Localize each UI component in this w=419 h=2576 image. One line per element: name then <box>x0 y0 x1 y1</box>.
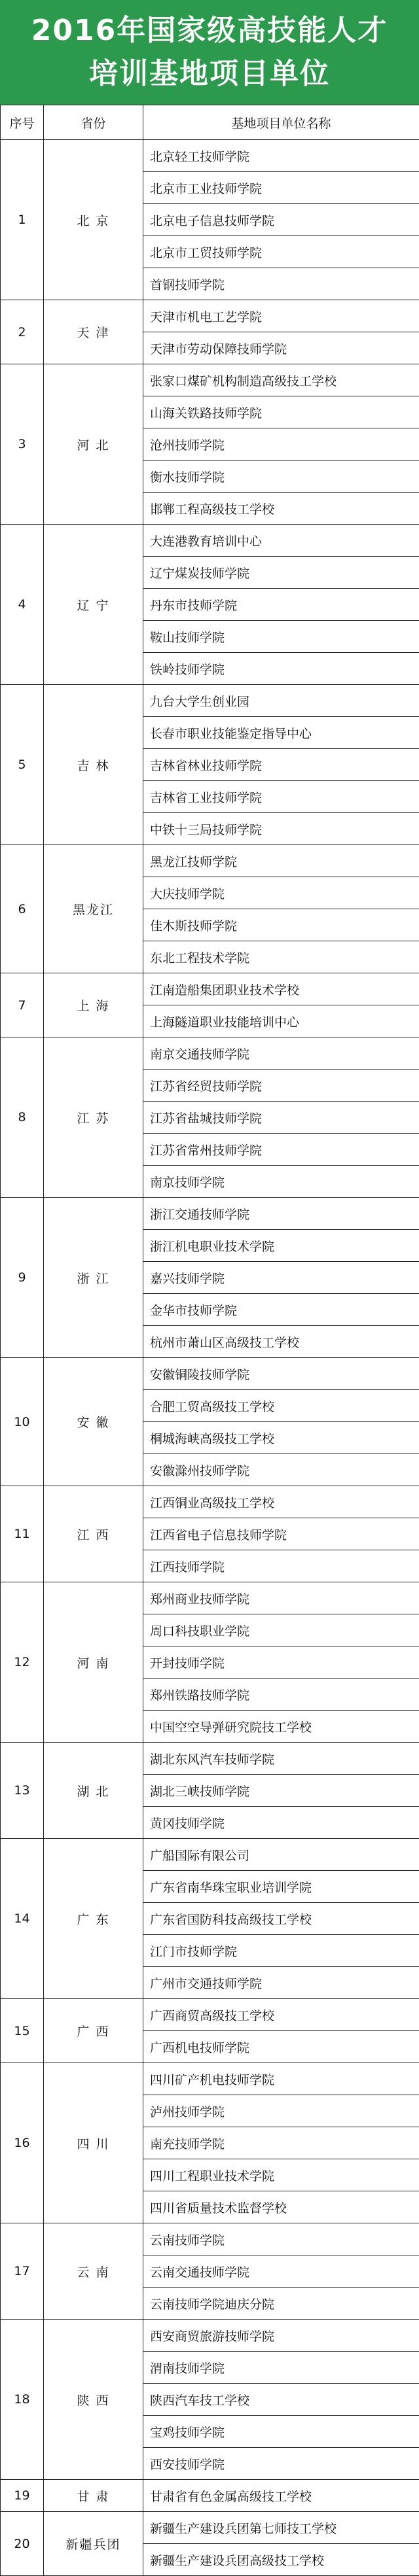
unit-name-cell: 黑龙江技师学院 <box>143 845 419 877</box>
unit-name-cell: 西安技师学院 <box>143 2448 419 2480</box>
unit-name-cell: 郑州商业技师学院 <box>143 1582 419 1614</box>
unit-name-cell: 天津市劳动保障技师学院 <box>143 332 419 364</box>
unit-name-cell: 江西省电子信息技师学院 <box>143 1518 419 1550</box>
page-title-line-1: 2016年国家级高技能人才 <box>31 9 388 52</box>
unit-name-cell: 新疆生产建设兵团高级技工学校 <box>143 2544 419 2576</box>
province-cell: 安 徽 <box>44 1358 143 1486</box>
unit-name-cell: 上海隧道职业技能培训中心 <box>143 1005 419 1037</box>
unit-name-cell: 湖北东风汽车技师学院 <box>143 1743 419 1775</box>
unit-name-cell: 天津市机电工艺学院 <box>143 300 419 332</box>
unit-name-cell: 杭州市萧山区高级技工学校 <box>143 1326 419 1358</box>
unit-name-cell: 陕西汽车技工学校 <box>143 2384 419 2416</box>
province-cell: 上 海 <box>44 973 143 1037</box>
unit-name-cell: 首钢技师学院 <box>143 268 419 300</box>
unit-name-cell: 浙江交通技师学院 <box>143 1198 419 1230</box>
seq-cell: 15 <box>1 1999 44 2063</box>
unit-name-cell: 云南技师学院 <box>143 2223 419 2255</box>
unit-name-cell: 江南造船集团职业技术学校 <box>143 973 419 1005</box>
table-row <box>1 140 419 172</box>
province-cell: 黑龙江 <box>44 845 143 973</box>
unit-name-cell: 广州市交通技师学院 <box>143 1967 419 1999</box>
unit-name-cell: 广船国际有限公司 <box>143 1839 419 1871</box>
unit-name-cell: 广西机电技师学院 <box>143 2031 419 2063</box>
unit-name-cell: 金华市技师学院 <box>143 1294 419 1326</box>
seq-cell: 5 <box>1 685 44 845</box>
unit-name-cell: 四川矿产机电技师学院 <box>143 2063 419 2095</box>
unit-name-cell: 江苏省经贸技师学院 <box>143 1070 419 1102</box>
province-cell: 湖 北 <box>44 1743 143 1839</box>
province-cell: 云 南 <box>44 2223 143 2320</box>
header-seq: 序号 <box>1 105 44 140</box>
unit-name-cell: 黄冈技师学院 <box>143 1807 419 1839</box>
unit-name-cell: 南京交通技师学院 <box>143 1037 419 1070</box>
province-cell: 新疆兵团 <box>44 2512 143 2576</box>
seq-cell: 14 <box>1 1839 44 1999</box>
unit-name-cell: 开封技师学院 <box>143 1646 419 1679</box>
unit-name-cell: 南充技师学院 <box>143 2127 419 2159</box>
province-cell: 四 川 <box>44 2063 143 2223</box>
unit-name-cell: 江苏省盐城技师学院 <box>143 1102 419 1134</box>
unit-name-cell: 辽宁煤炭技师学院 <box>143 557 419 589</box>
province-cell: 河 南 <box>44 1582 143 1743</box>
seq-cell: 8 <box>1 1037 44 1198</box>
table-row <box>1 2512 419 2544</box>
unit-name-cell: 新疆生产建设兵团第七师技工学校 <box>143 2512 419 2544</box>
page-title-line-2: 培训基地项目单位 <box>89 52 330 96</box>
unit-name-cell: 吉林省林业技师学院 <box>143 749 419 781</box>
seq-cell: 20 <box>1 2512 44 2576</box>
unit-name-cell: 山海关铁路技师学院 <box>143 396 419 428</box>
unit-name-cell: 渭南技师学院 <box>143 2352 419 2384</box>
unit-name-cell: 合肥工贸高级技工学校 <box>143 1390 419 1422</box>
province-cell: 浙 江 <box>44 1198 143 1358</box>
unit-name-cell: 大庆技师学院 <box>143 877 419 909</box>
unit-name-cell: 中国空空导弹研究院技工学校 <box>143 1711 419 1743</box>
table-row <box>1 1358 419 1390</box>
table-row <box>1 2223 419 2255</box>
unit-name-cell: 浙江机电职业技术学院 <box>143 1230 419 1262</box>
province-cell: 甘 肃 <box>44 2480 143 2512</box>
page-header <box>0 0 419 105</box>
unit-name-cell: 甘肃省有色金属高级技工学校 <box>143 2480 419 2512</box>
province-cell: 河 北 <box>44 364 143 525</box>
seq-cell: 12 <box>1 1582 44 1743</box>
province-cell: 北 京 <box>44 140 143 300</box>
seq-cell: 4 <box>1 525 44 685</box>
unit-name-cell: 长春市职业技能鉴定指导中心 <box>143 717 419 749</box>
unit-name-cell: 佳木斯技师学院 <box>143 909 419 941</box>
unit-name-cell: 邯郸工程高级技工学校 <box>143 493 419 525</box>
unit-name-cell: 广东省南华珠宝职业培训学院 <box>143 1871 419 1903</box>
unit-name-cell: 衡水技师学院 <box>143 461 419 493</box>
province-cell: 广 西 <box>44 1999 143 2063</box>
seq-cell: 10 <box>1 1358 44 1486</box>
unit-name-cell: 北京电子信息技师学院 <box>143 204 419 236</box>
table-row <box>1 1582 419 1614</box>
unit-name-cell: 云南交通技师学院 <box>143 2255 419 2288</box>
table-row <box>1 1839 419 1871</box>
table-row <box>1 2063 419 2095</box>
unit-name-cell: 云南技师学院迪庆分院 <box>143 2288 419 2320</box>
unit-name-cell: 四川工程职业技术学院 <box>143 2159 419 2191</box>
seq-cell: 2 <box>1 300 44 364</box>
table-body <box>1 140 419 2576</box>
unit-name-cell: 嘉兴技师学院 <box>143 1262 419 1294</box>
unit-name-cell: 江苏省常州技师学院 <box>143 1134 419 1166</box>
unit-name-cell: 江门市技师学院 <box>143 1935 419 1967</box>
unit-name-cell: 周口科技职业学院 <box>143 1614 419 1646</box>
province-cell: 辽 宁 <box>44 525 143 685</box>
unit-name-cell: 江西技师学院 <box>143 1550 419 1582</box>
table-row <box>1 845 419 877</box>
unit-name-cell: 广东省国防科技高级技工学校 <box>143 1903 419 1935</box>
unit-name-cell: 鞍山技师学院 <box>143 621 419 653</box>
seq-cell: 1 <box>1 140 44 300</box>
seq-cell: 11 <box>1 1486 44 1582</box>
table-row <box>1 1743 419 1775</box>
province-cell: 吉 林 <box>44 685 143 845</box>
unit-name-cell: 铁岭技师学院 <box>143 653 419 685</box>
table-row <box>1 525 419 557</box>
unit-name-cell: 南京技师学院 <box>143 1166 419 1198</box>
seq-cell: 19 <box>1 2480 44 2512</box>
unit-name-cell: 北京轻工技师学院 <box>143 140 419 172</box>
unit-name-cell: 四川省质量技术监督学校 <box>143 2191 419 2223</box>
header-province: 省份 <box>44 105 143 140</box>
table-row <box>1 973 419 1005</box>
unit-name-cell: 大连港教育培训中心 <box>143 525 419 557</box>
unit-name-cell: 安徽滁州技师学院 <box>143 1454 419 1486</box>
seq-cell: 17 <box>1 2223 44 2320</box>
unit-name-cell: 江西铜业高级技工学校 <box>143 1486 419 1518</box>
province-cell: 天 津 <box>44 300 143 364</box>
unit-name-cell: 张家口煤矿机构制造高级技工学校 <box>143 364 419 396</box>
unit-name-cell: 丹东市技师学院 <box>143 589 419 621</box>
table-row <box>1 300 419 332</box>
unit-name-cell: 湖北三峡技师学院 <box>143 1775 419 1807</box>
unit-name-cell: 西安商贸旅游技师学院 <box>143 2320 419 2352</box>
unit-name-cell: 广西商贸高级技工学校 <box>143 1999 419 2031</box>
seq-cell: 9 <box>1 1198 44 1358</box>
unit-name-cell: 宝鸡技师学院 <box>143 2416 419 2448</box>
unit-name-cell: 安徽铜陵技师学院 <box>143 1358 419 1390</box>
base-unit-table <box>0 105 419 2576</box>
table-row <box>1 1198 419 1230</box>
unit-name-cell: 中铁十三局技师学院 <box>143 813 419 845</box>
table-header-row <box>1 105 419 140</box>
header-unit-name: 基地项目单位名称 <box>143 105 419 140</box>
table-row <box>1 2480 419 2512</box>
province-cell: 广 东 <box>44 1839 143 1999</box>
unit-name-cell: 东北工程技术学院 <box>143 941 419 973</box>
unit-name-cell: 桐城海峡高级技工学校 <box>143 1422 419 1454</box>
unit-name-cell: 吉林省工业技师学院 <box>143 781 419 813</box>
province-cell: 江 苏 <box>44 1037 143 1198</box>
unit-name-cell: 北京市工业技师学院 <box>143 172 419 204</box>
unit-name-cell: 泸州技师学院 <box>143 2095 419 2127</box>
unit-name-cell: 沧州技师学院 <box>143 428 419 461</box>
table-row <box>1 2320 419 2352</box>
unit-name-cell: 九台大学生创业园 <box>143 685 419 717</box>
seq-cell: 7 <box>1 973 44 1037</box>
unit-name-cell: 郑州铁路技师学院 <box>143 1679 419 1711</box>
seq-cell: 16 <box>1 2063 44 2223</box>
seq-cell: 13 <box>1 1743 44 1839</box>
table-row <box>1 1486 419 1518</box>
province-cell: 陕 西 <box>44 2320 143 2480</box>
table-row <box>1 1999 419 2031</box>
seq-cell: 18 <box>1 2320 44 2480</box>
table-row <box>1 1037 419 1070</box>
seq-cell: 6 <box>1 845 44 973</box>
table-row <box>1 364 419 396</box>
unit-name-cell: 北京市工贸技师学院 <box>143 236 419 268</box>
table-row <box>1 685 419 717</box>
seq-cell: 3 <box>1 364 44 525</box>
province-cell: 江 西 <box>44 1486 143 1582</box>
